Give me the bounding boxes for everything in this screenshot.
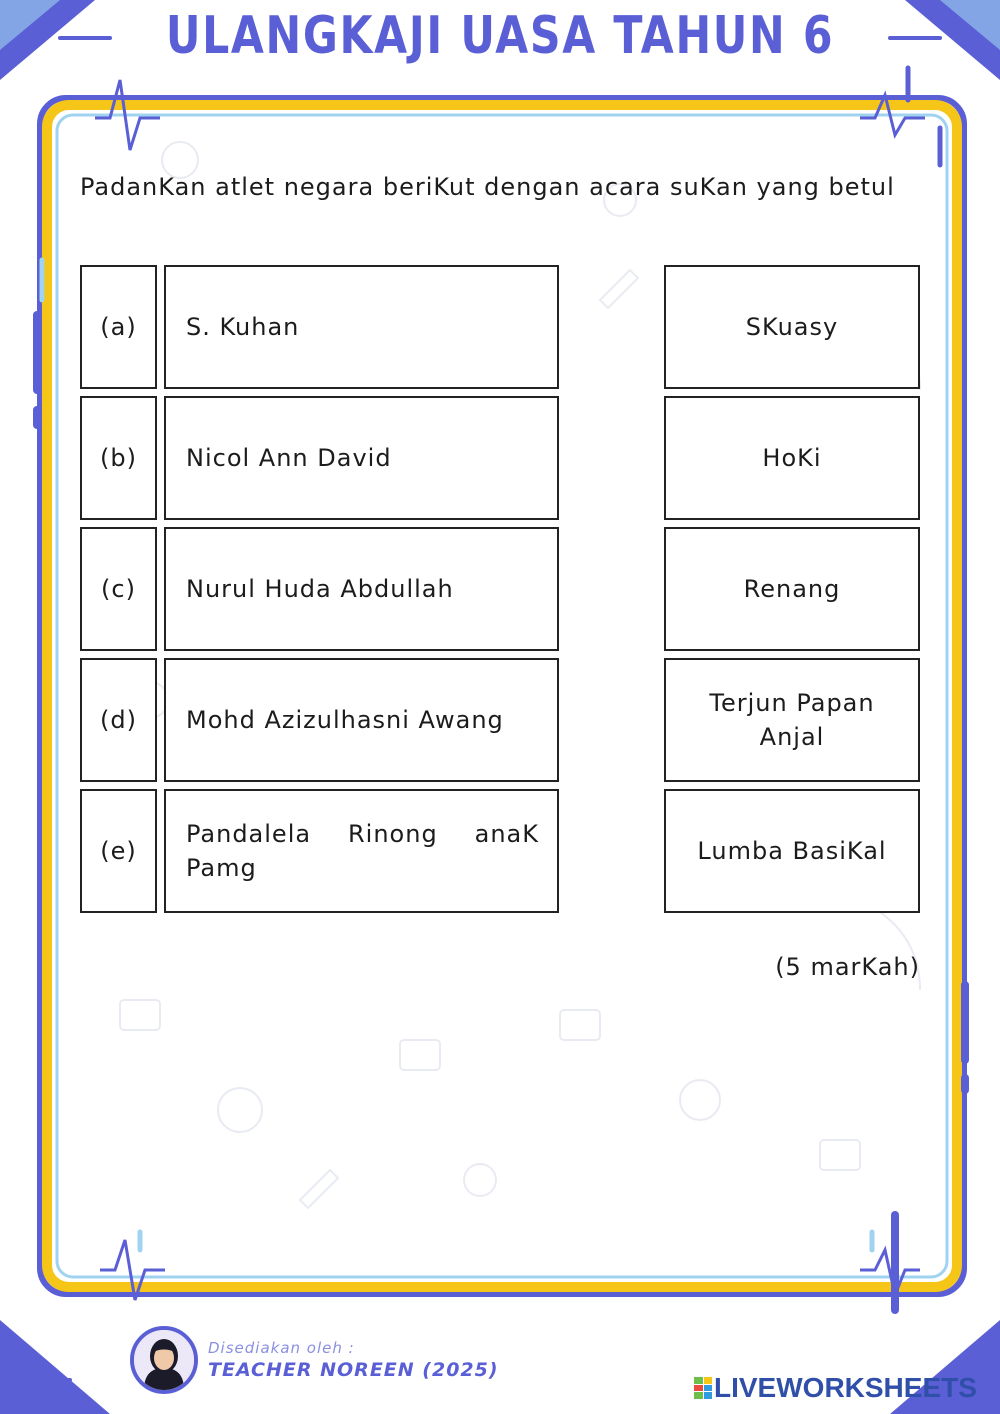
author-block — [130, 1326, 499, 1394]
instruction-text: PadanKan atlet negara beriKut dengan acara suKan yang betul — [80, 173, 895, 201]
item-label: (a) — [80, 265, 157, 389]
teacher-name: TEACHER NOREEN (2025) — [208, 1359, 499, 1381]
item-label: (b) — [80, 396, 157, 520]
athlete-name-box[interactable]: Mohd Azizulhasni Awang — [164, 658, 559, 782]
sport-box[interactable]: Renang — [664, 527, 920, 651]
item-label: (d) — [80, 658, 157, 782]
sport-box[interactable]: Lumba BasiKal — [664, 789, 920, 913]
athlete-name-box[interactable]: Nicol Ann David — [164, 396, 559, 520]
sport-box[interactable]: SKuasy — [664, 265, 920, 389]
athlete-name-box[interactable]: Nurul Huda Abdullah — [164, 527, 559, 651]
liveworksheets-brand — [694, 1372, 977, 1404]
brand-name: LIVEWORKSHEETS — [714, 1372, 977, 1403]
page-title: ULANGKAJI UASA TAHUN 6 — [165, 6, 835, 66]
prepared-by-label: Disediakan oleh : — [208, 1339, 355, 1357]
sport-box[interactable]: Terjun Papan Anjal — [664, 658, 920, 782]
avatar — [130, 1326, 198, 1394]
athlete-name-box[interactable]: Pandalela Rinong anaK Pamg — [164, 789, 559, 913]
teacher-portrait-icon — [134, 1330, 194, 1390]
item-label: (e) — [80, 789, 157, 913]
item-label: (c) — [80, 527, 157, 651]
athlete-name-box[interactable]: S. Kuhan — [164, 265, 559, 389]
liveworksheets-logo-icon — [694, 1377, 712, 1399]
sport-box[interactable]: HoKi — [664, 396, 920, 520]
marks-label: (5 marKah) — [775, 953, 920, 981]
